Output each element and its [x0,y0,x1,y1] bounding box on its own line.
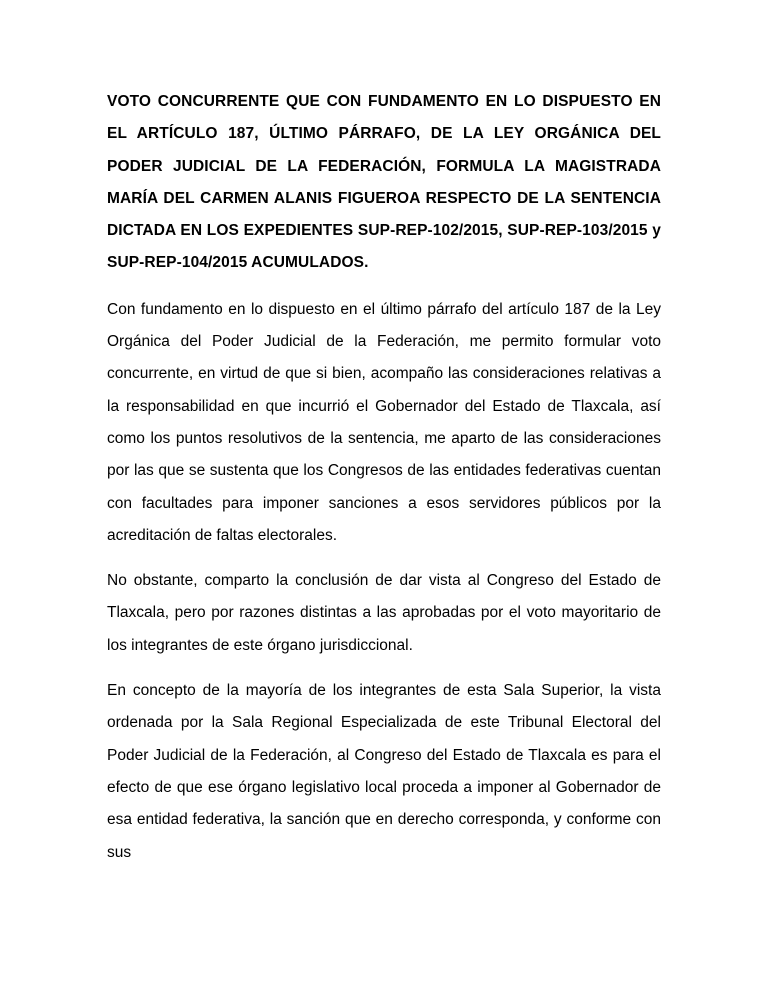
paragraph-1: Con fundamento en lo dispuesto en el último párrafo del artículo 187 de la Ley Orgánica del Poder Judicial de la Federación, me permito formular voto concurrente, en virtud de que si bien, acompaño las consideraciones relativas a la responsabilidad en que incurrió el Gobernador del Estado de Tlaxcala, así como los puntos resolutivos de la sentencia, me aparto de las consideraciones por las que se sustenta que los Congresos de las entidades federativas cuentan con facultades para imponer sanciones a esos servidores públicos por la acreditación de faltas electorales. [107,300,661,544]
document-body [107,86,661,882]
document-heading: VOTO CONCURRENTE QUE CON FUNDAMENTO EN LO DISPUESTO EN EL ARTÍCULO 187, ÚLTIMO PÁRRAFO, DE LA LEY ORGÁNICA DEL PODER JUDICIAL DE LA FEDERACIÓN, FORMULA LA MAGISTRADA MARÍA DEL CARMEN ALANIS FIGUEROA RESPECTO DE LA SENTENCIA DICTADA EN LOS EXPEDIENTES SUP-REP-102/2015, SUP-REP-103/2015 y SUP-REP-104/2015 ACUMULADOS. [107,93,661,272]
paragraph-3: En concepto de la mayoría de los integrantes de esta Sala Superior, la vista ordenada por la Sala Regional Especializada de este Tribunal Electoral del Poder Judicial de la Federación, al Congreso del Estado de Tlaxcala es para el efecto de que ese órgano legislativo local proceda a imponer al Gobernador de esa entidad federativa, la sanción que en derecho corresponda, y conforme con sus [107,682,661,861]
paragraph-2: No obstante, comparto la conclusión de dar vista al Congreso del Estado de Tlaxcala, pero por razones distintas a las aprobadas por el voto mayoritario de los integrantes de este órgano jurisdiccional. [107,572,661,654]
